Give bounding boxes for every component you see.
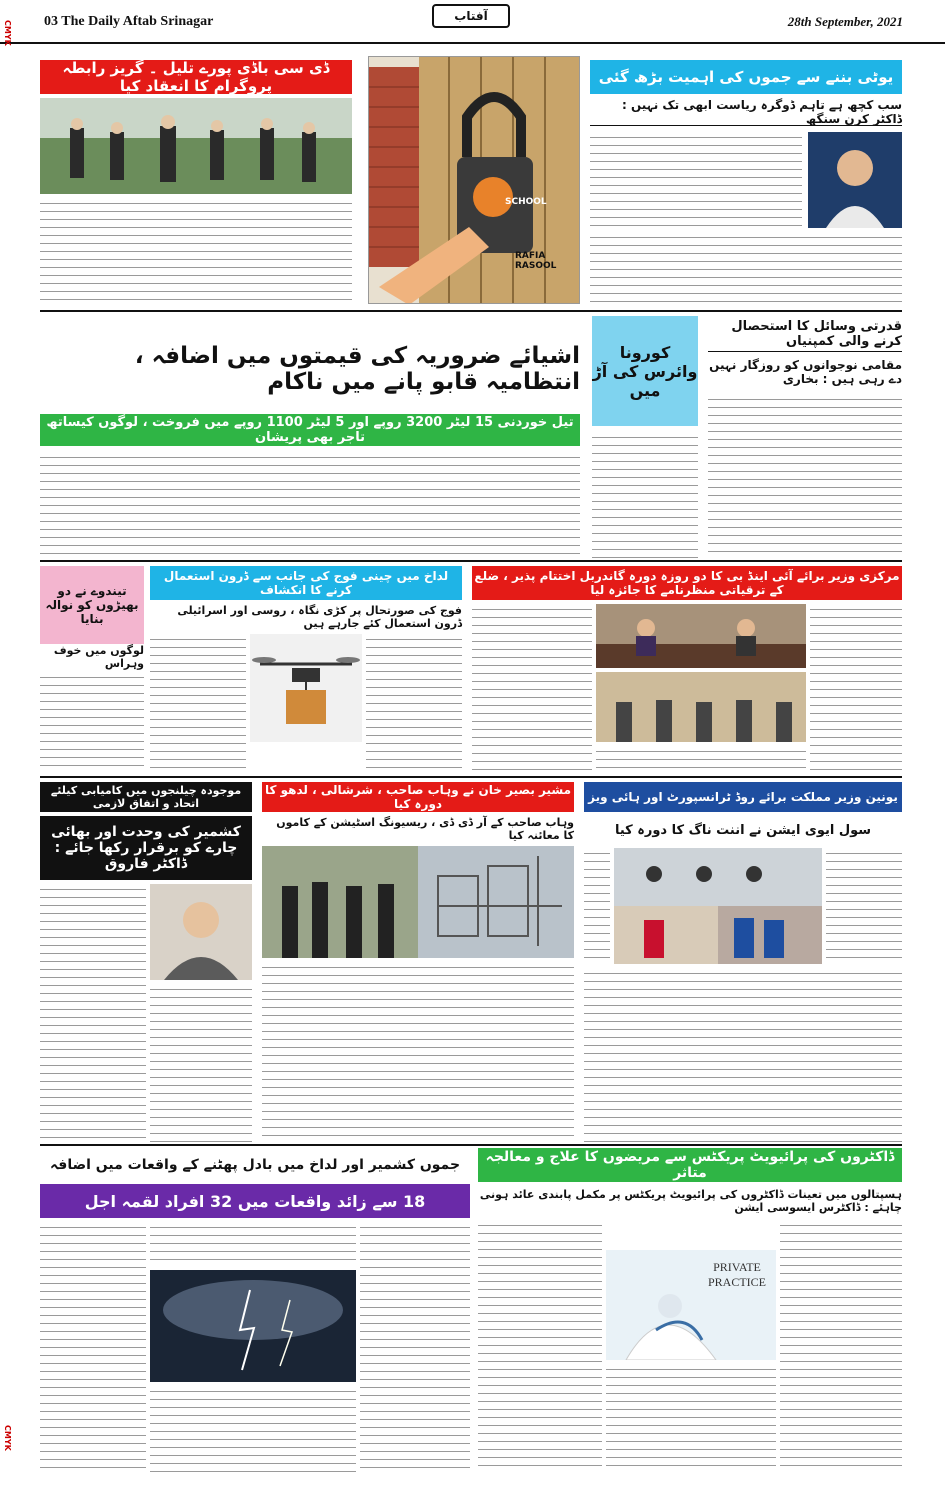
issue-date: 28th September, 2021 <box>787 14 903 29</box>
drone-body-col1 <box>150 634 246 772</box>
drone-subheadline: فوج کی صورتحال پر کڑی نگاہ ، روسی اور اسرائیلی ڈرون استعمال کئے جارہے ہیں <box>177 604 462 630</box>
masthead-logo: آفتاب <box>432 4 510 28</box>
leopard-headline: تیندوے نے دو بھیڑوں کو نوالہ بنایا <box>40 566 144 644</box>
main-subheadline: تیل خوردنی 15 لیٹر 3200 روپے اور 5 لیٹر 1100 روپے میں فروخت ، لوگوں کیساتھ تاجر بھی پریشان <box>40 414 580 446</box>
resources-headline: قدرتی وسائل کا استحصال کرنے والی کمپنیاں <box>708 316 902 352</box>
leopard-body-text <box>40 672 144 772</box>
resources-body-text <box>708 394 902 558</box>
row-divider-2 <box>40 560 902 562</box>
page-number-paper-name: 03 The Daily Aftab Srinagar <box>44 14 214 29</box>
union-photo <box>614 848 822 964</box>
farooq-photo <box>150 884 252 980</box>
doctors-body-col3 <box>606 1364 776 1472</box>
dc-photo <box>40 98 352 194</box>
corona-headline: کورونا وائرس کی آڑ میں <box>592 316 698 426</box>
cloudburst-body-col4 <box>360 1222 470 1472</box>
advisor-headline: مشیر بصیر خان نے وہاب صاحب ، شرشالی ، لدھو کا دورہ کیا <box>262 782 574 812</box>
row-divider-3 <box>40 776 902 778</box>
doctors-headline: ڈاکٹروں کی پرائیویٹ پریکٹس سے مریضوں کا علاج و معالجہ متاثر <box>478 1148 902 1182</box>
ut-headline: یوٹی بننے سے جموں کی اہمیت بڑھ گئی <box>590 60 902 94</box>
cloudburst-body-col2 <box>150 1222 356 1266</box>
advisor-photo <box>262 846 574 958</box>
minister-photo-2 <box>596 672 806 742</box>
union-subheadline: سول ایوی ایشن نے اننت ناگ کا دورہ کیا <box>614 822 872 838</box>
doctors-body-col1 <box>478 1220 602 1472</box>
doctors-subheadline: ہسپتالوں میں تعینات ڈاکٹروں کی پرائیویٹ پریکٹس پر مکمل پابندی عائد ہونی چاہئے : ڈاکٹرس ایسوسی ایشن <box>479 1188 902 1214</box>
union-headline: یونین وزیر مملکت برائے روڈ ٹرانسپورٹ اور ہائی ویز <box>584 782 902 812</box>
union-body-col2 <box>826 848 902 964</box>
main-body-text <box>40 452 580 558</box>
cartoon-school-label: SCHOOL <box>505 197 547 207</box>
ut-body-col1 <box>590 132 802 228</box>
minister-body-col3 <box>596 746 806 772</box>
resources-subheadline: مقامی نوجوانوں کو روزگار نہیں دے رہی ہیں : بخاری <box>709 358 902 386</box>
advisor-body-text <box>262 962 574 1142</box>
row-divider-4 <box>40 1144 902 1146</box>
cloudburst-subheadline: 18 سے زائد واقعات میں 32 افراد لقمہ اجل <box>40 1184 470 1218</box>
row-divider-1 <box>40 310 902 312</box>
karan-singh-portrait <box>808 132 902 228</box>
minister-body-col2 <box>810 604 902 772</box>
dc-headline: ڈی سی باڈی پورے تلیل ۔ گریز رابطہ پروگرام کا انعقاد کیا <box>40 60 352 94</box>
drone-photo <box>250 634 362 742</box>
private-practice-text: PRIVATE PRACTICE <box>707 1260 766 1289</box>
drone-headline: لداخ میں چینی فوج کی جانب سے ڈرون استعمال کرنے کا انکشاف <box>150 566 462 600</box>
farooq-body-col2 <box>150 984 252 1142</box>
cmyk-mark-top: CMYK <box>3 20 12 46</box>
cmyk-mark-bottom: CMYK <box>3 1425 12 1451</box>
main-headline: اشیائے ضروریہ کی قیمتوں میں اضافہ ، انتظامیہ قابو پانے میں ناکام <box>134 343 580 395</box>
leopard-subheadline: لوگوں میں خوف وہراس <box>53 644 144 670</box>
drone-body-col2 <box>366 634 462 772</box>
cloudburst-body-col1 <box>40 1222 146 1472</box>
private-practice-photo <box>606 1250 776 1360</box>
farooq-subheadline: کشمیر کی وحدت اور بھائی چارے کو برقرار رکھا جائے : ڈاکٹر فاروق <box>40 816 252 880</box>
cloudburst-body-col3 <box>150 1386 356 1472</box>
ut-subheadline: سب کچھ ہے تاہم ڈوگرہ ریاست ابھی تک نہیں : ڈاکٹر کرن سنگھ <box>590 98 902 126</box>
ut-body-col2 <box>590 232 902 304</box>
cloudburst-headline: جموں کشمیر اور لداخ میں بادل پھٹنے کے واقعات میں اضافہ <box>49 1157 461 1173</box>
farooq-body-col1 <box>40 884 146 1142</box>
minister-body-col1 <box>472 604 592 772</box>
dc-body-text <box>40 198 352 302</box>
union-body-col1 <box>584 848 610 964</box>
minister-photo-1 <box>596 604 806 668</box>
cartoonist-signature: RAFIA RASOOL <box>515 251 557 271</box>
farooq-headline: موجودہ چیلنجوں میں کامیابی کیلئے اتحاد و اتفاق لازمی <box>40 782 252 812</box>
minister-headline: مرکزی وزیر برائے آئی اینڈ بی کا دو روزہ دورہ گاندربل اختتام پذیر ، ضلع کے ترقیاتی منظرنامے کا جائزہ لیا <box>472 566 902 600</box>
corona-body-text <box>592 432 698 558</box>
doctors-body-col2 <box>780 1220 902 1472</box>
advisor-subheadline: وہاب صاحب کے آر ڈی ڈی ، ریسیونگ اسٹیشن کے کاموں کا معائنہ کیا <box>276 816 574 842</box>
lightning-photo <box>150 1270 356 1382</box>
school-lock-cartoon <box>368 56 580 304</box>
page-header <box>0 0 945 44</box>
union-body-col3 <box>584 968 902 1142</box>
